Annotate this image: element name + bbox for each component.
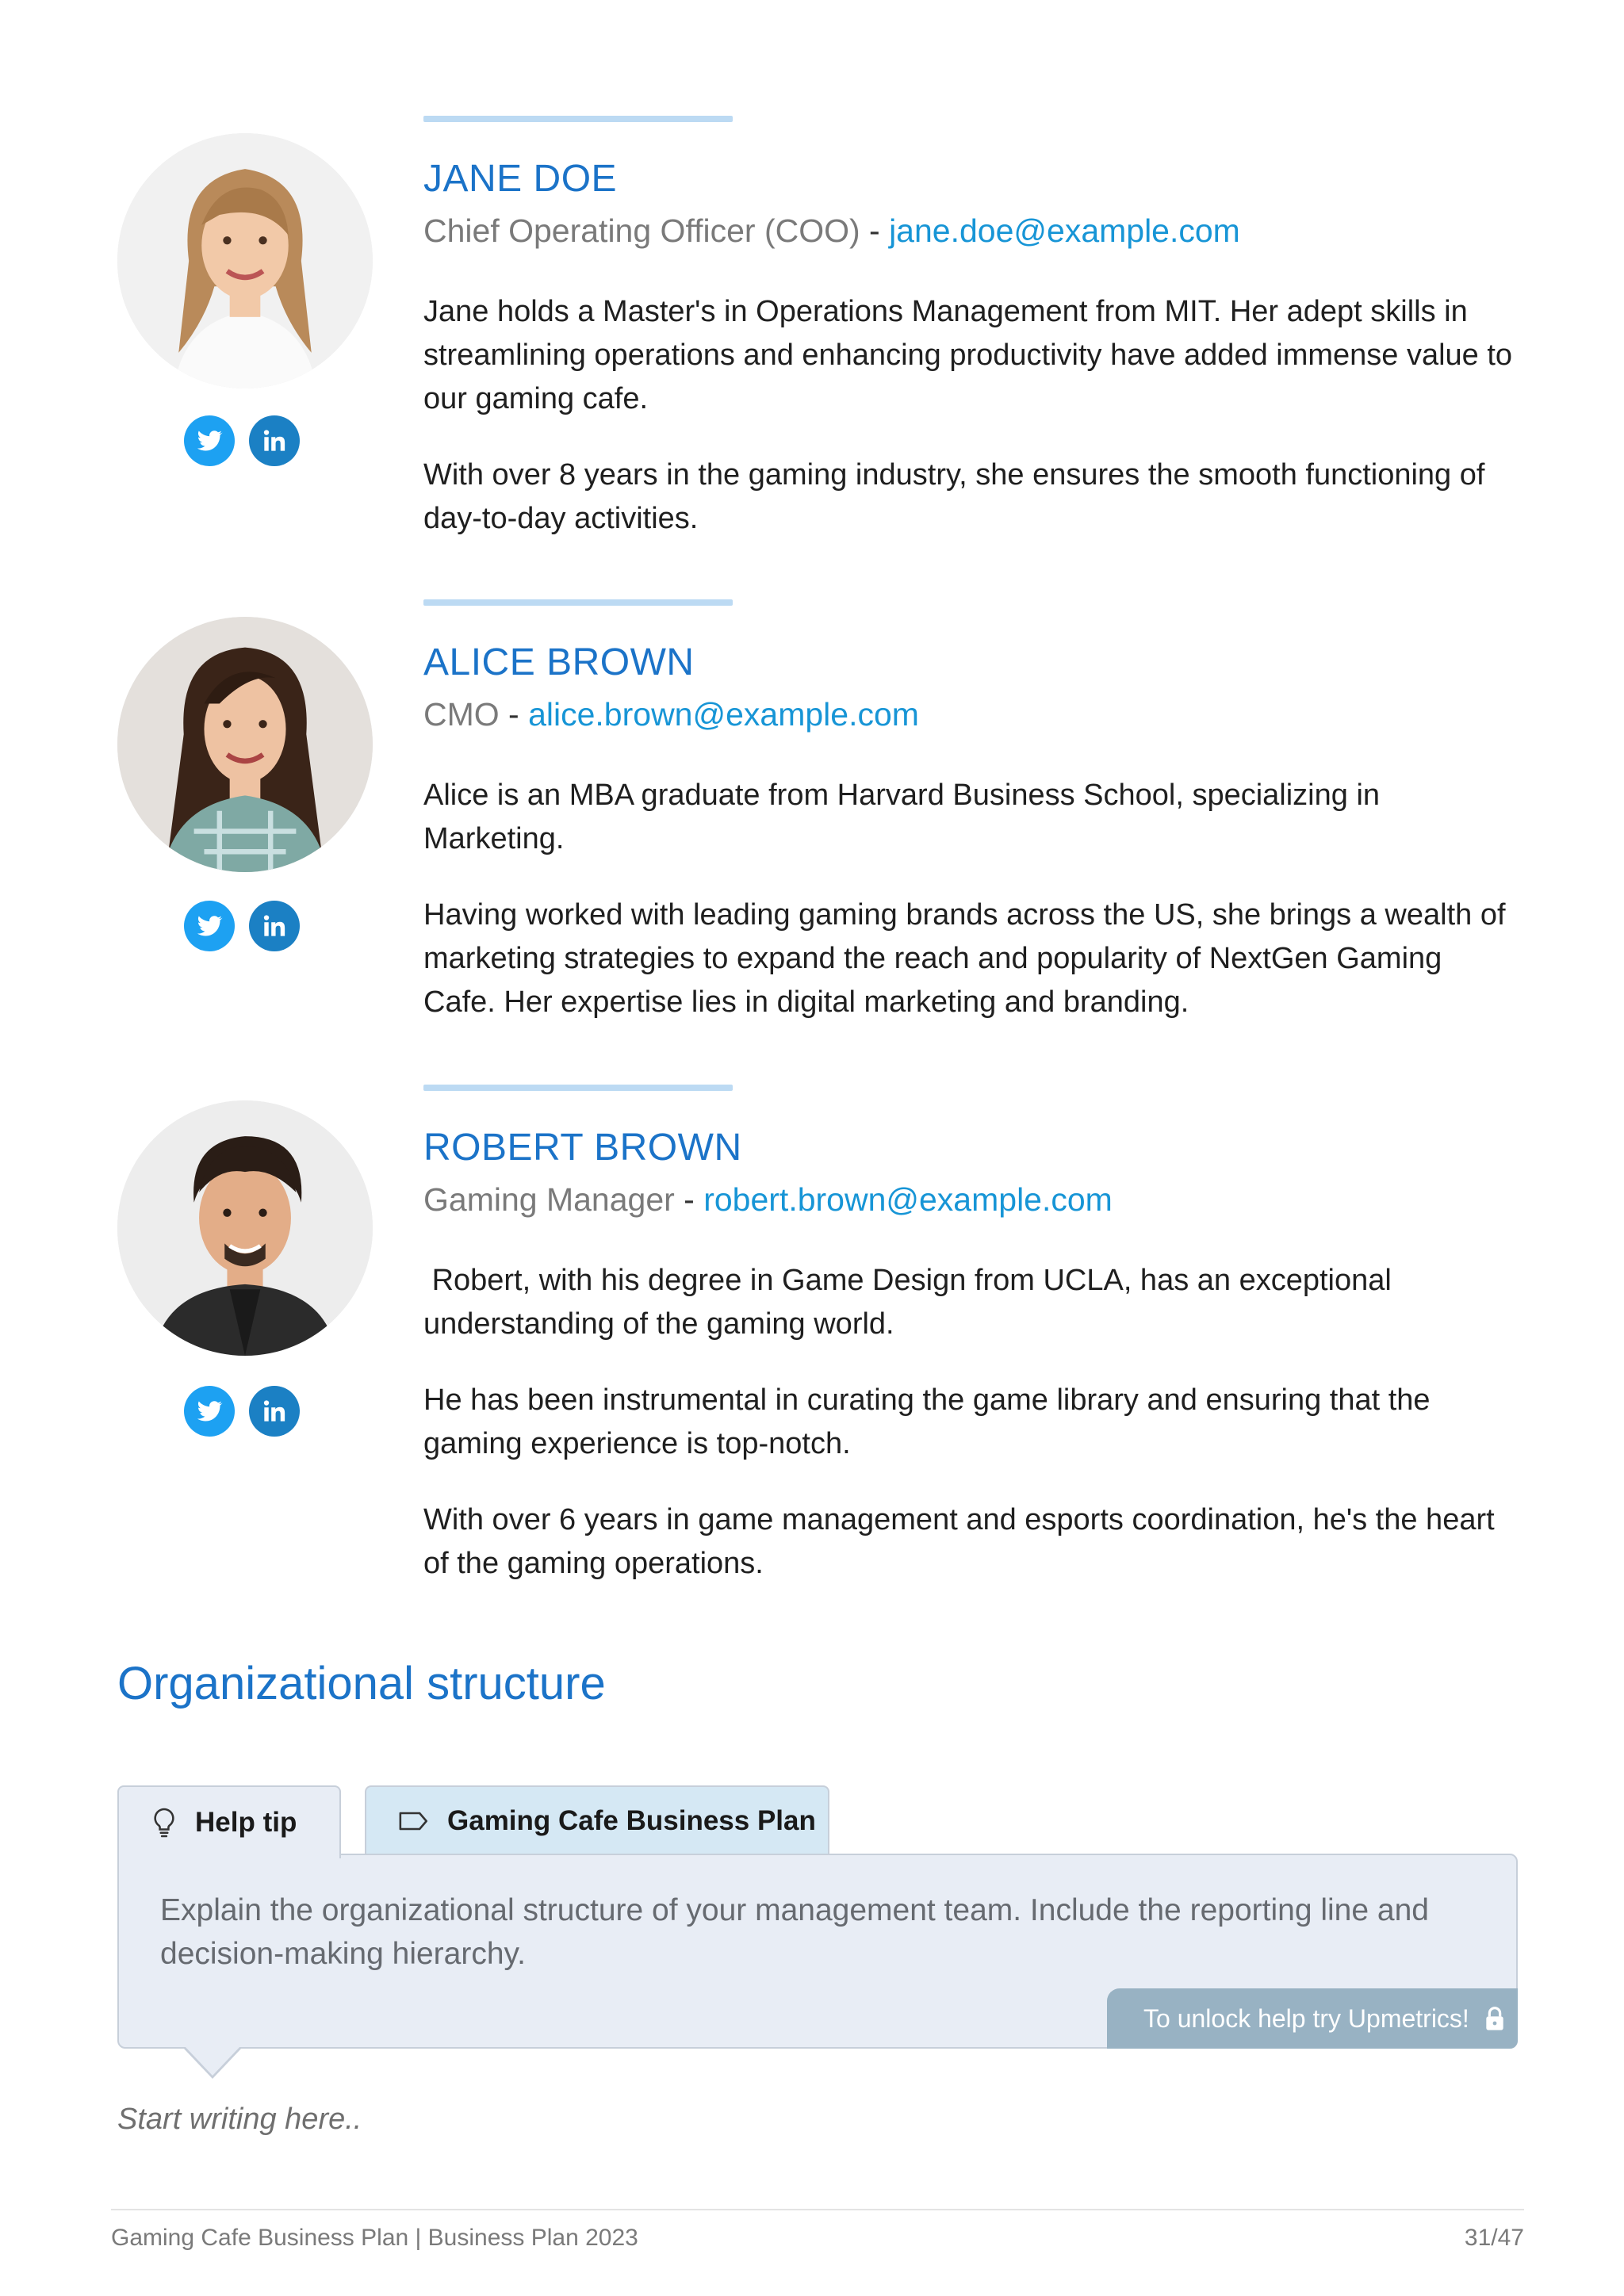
twitter-icon[interactable] [184, 415, 235, 466]
page-number: 31/47 [1464, 2225, 1524, 2251]
help-tip-pointer [182, 2047, 243, 2079]
member-role-line [423, 212, 1240, 250]
linkedin-icon[interactable] [249, 1386, 300, 1437]
member-bio [423, 774, 1518, 1057]
member-name: JANE DOE [423, 158, 618, 200]
linkedin-icon[interactable] [249, 415, 300, 466]
twitter-icon[interactable] [184, 901, 235, 951]
footer-document-title: Gaming Cafe Business Plan | Business Plan 2023 [111, 2225, 638, 2251]
lightbulb-icon [151, 1807, 178, 1839]
lock-icon [1484, 2006, 1506, 2031]
member-role: Chief Operating Officer (COO) [423, 212, 860, 249]
bio-paragraph: He has been instrumental in curating the game library and ensuring that the gaming experience is top-notch. [423, 1383, 1431, 1460]
member-name: ROBERT BROWN [423, 1127, 742, 1169]
unlock-label: To unlock help try Upmetrics! [1143, 2003, 1469, 2033]
member-role-line [423, 696, 919, 733]
member-role: CMO [423, 696, 500, 733]
member-email-link[interactable]: alice.brown@example.com [528, 696, 919, 733]
portrait-woman-blonde [117, 133, 373, 388]
section-title: Organizational structure [117, 1658, 606, 1709]
role-separator: - [674, 1181, 704, 1218]
member-role-line [423, 1181, 1113, 1219]
member-name: ALICE BROWN [423, 641, 695, 683]
tab-label: Help tip [195, 1807, 297, 1838]
help-tip-text: Explain the organizational structure of your management team. Include the reporting line and decision-making hierarchy. [160, 1893, 1429, 1971]
avatar [117, 1100, 373, 1356]
tag-icon [398, 1809, 430, 1833]
tab-help-tip[interactable] [117, 1785, 341, 1858]
footer-divider [111, 2209, 1524, 2210]
tab-business-plan[interactable] [365, 1785, 829, 1855]
portrait-man-dark-hair [117, 1100, 373, 1356]
tab-label: Gaming Cafe Business Plan [447, 1805, 816, 1836]
help-tip-panel [117, 1854, 1518, 2049]
role-separator: - [499, 696, 529, 733]
bio-paragraph: Jane holds a Master's in Operations Management from MIT. Her adept skills in streamlining operations and enhancing productivity have added immense value to our gaming cafe. [423, 295, 1513, 415]
member-email-link[interactable]: jane.doe@example.com [889, 212, 1240, 249]
avatar [117, 133, 373, 388]
portrait-woman-brunette [117, 617, 373, 872]
social-links [184, 1386, 300, 1437]
bio-paragraph: Alice is an MBA graduate from Harvard Business School, specializing in Marketing. [423, 779, 1381, 855]
section-divider [423, 599, 733, 606]
section-divider [423, 1085, 733, 1091]
linkedin-icon[interactable] [249, 901, 300, 951]
bio-paragraph: With over 8 years in the gaming industry, she ensures the smooth functioning of day-to-day activities. [423, 458, 1485, 535]
section-divider [423, 116, 733, 122]
editor-placeholder[interactable]: Start writing here.. [117, 2103, 362, 2136]
bio-paragraph: Having worked with leading gaming brands across the US, she brings a wealth of marketing strategies to expand the reach and popularity of NextGen Gaming Cafe. Her expertise lies in digital marketing and branding. [423, 898, 1506, 1019]
bio-paragraph: With over 6 years in game management and esports coordination, he's the heart of the gaming operations. [423, 1503, 1495, 1580]
unlock-help-button[interactable] [1107, 1988, 1518, 2049]
member-role: Gaming Manager [423, 1181, 675, 1218]
avatar [117, 617, 373, 872]
member-email-link[interactable]: robert.brown@example.com [703, 1181, 1113, 1218]
social-links [184, 415, 300, 466]
member-bio [423, 1259, 1518, 1618]
bio-paragraph: Robert, with his degree in Game Design from UCLA, has an exceptional understanding of the gaming world. [423, 1264, 1400, 1341]
social-links [184, 901, 300, 951]
member-bio [423, 290, 1518, 573]
twitter-icon[interactable] [184, 1386, 235, 1437]
role-separator: - [860, 212, 890, 249]
